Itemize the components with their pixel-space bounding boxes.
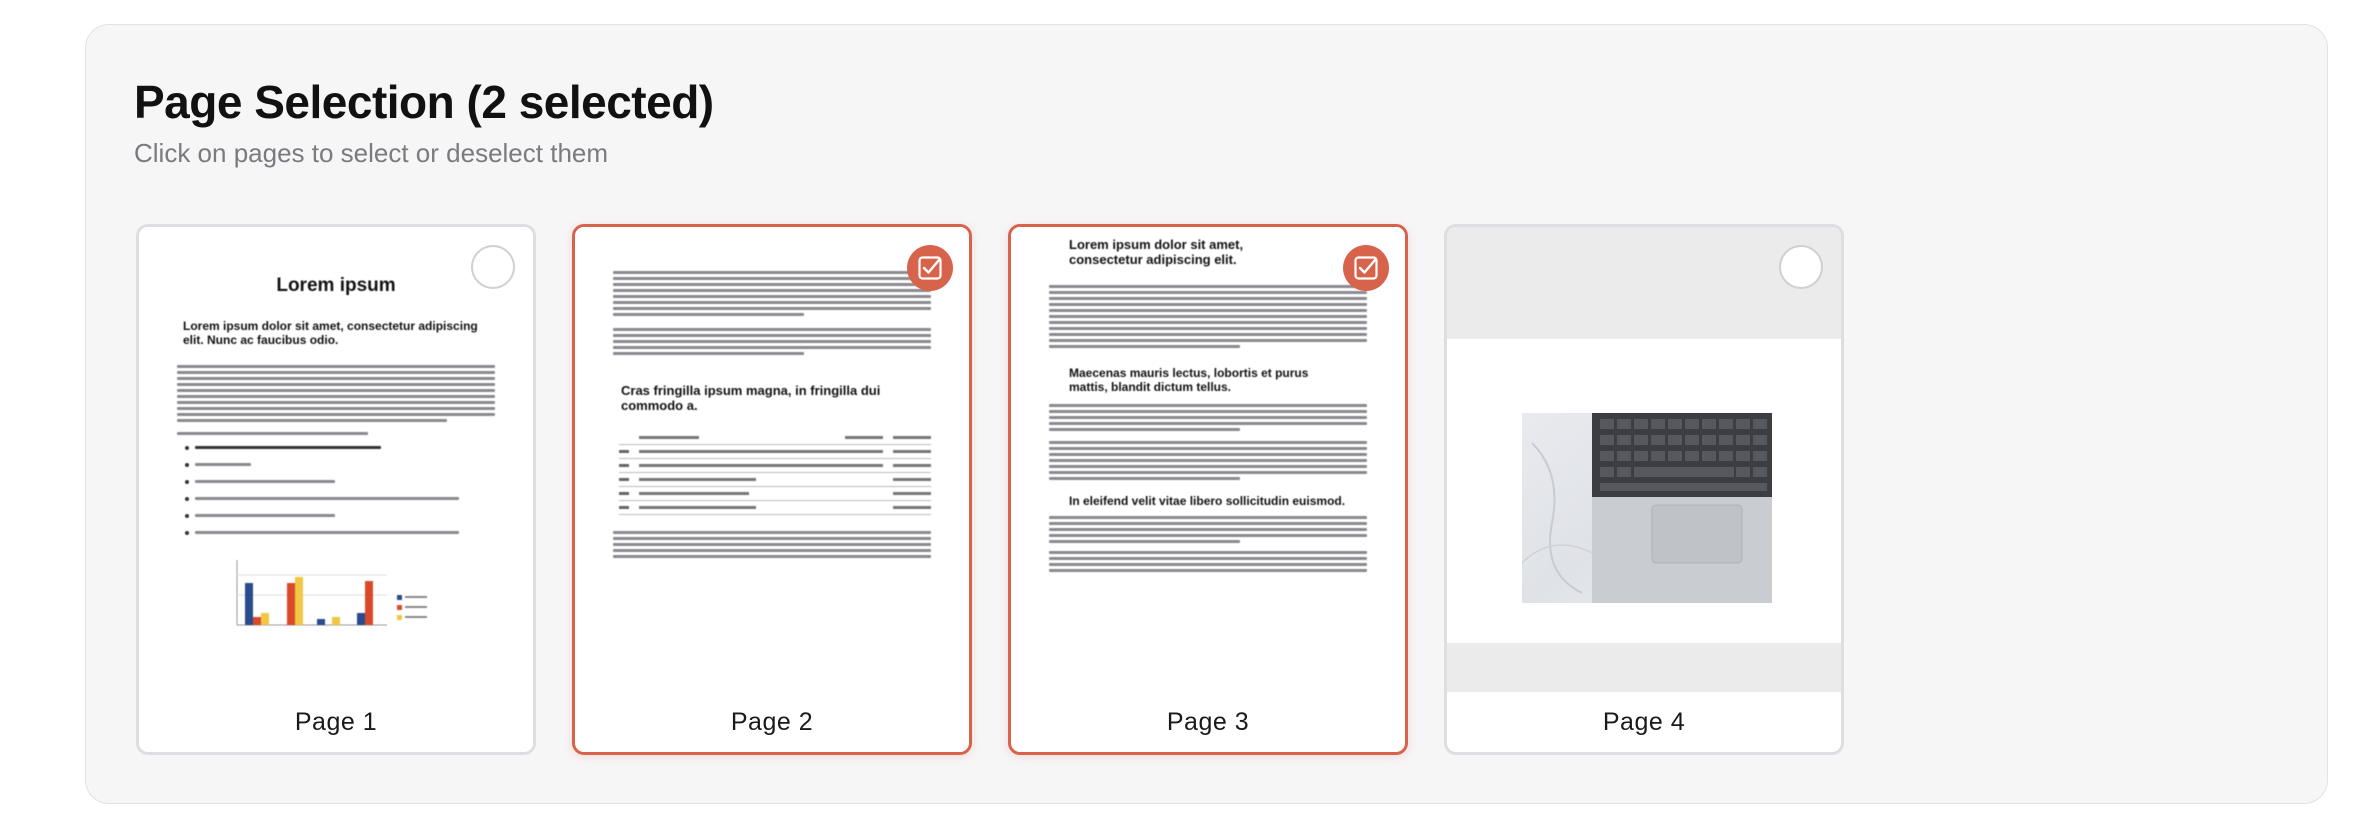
- select-circle-icon[interactable]: [471, 245, 515, 289]
- page-label: Page 4: [1602, 708, 1686, 736]
- preview-heading: Lorem ipsum: [276, 275, 396, 296]
- page-selection-panel: [85, 24, 2328, 804]
- page-card-1[interactable]: [136, 224, 536, 755]
- page-card-4[interactable]: [1444, 224, 1844, 755]
- page-subtitle: Click on pages to select or deselect them: [134, 138, 609, 168]
- page-label: Page 3: [1166, 708, 1250, 736]
- preview-heading: Lorem ipsum dolor sit amet, consectetur adipiscing elit.: [1069, 237, 1244, 267]
- preview-subheading: Lorem ipsum dolor sit amet, consectetur adipiscing elit. Nunc ac faucibus odio.: [183, 319, 478, 347]
- page-label: Page 2: [730, 708, 814, 736]
- preview-heading: Cras fringilla ipsum magna, in fringilla dui commodo a.: [621, 383, 881, 413]
- laptop-photo-image: [1522, 413, 1772, 603]
- preview-subheading-2: In eleifend velit vitae libero sollicitudin euismod.: [1069, 494, 1346, 508]
- page-label: Page 1: [294, 708, 378, 736]
- page-thumbnail: [575, 227, 969, 692]
- page-thumbnail: [1447, 227, 1841, 692]
- checkbox-check-icon[interactable]: [1343, 245, 1389, 291]
- preview-subheading: Maecenas mauris lectus, lobortis et purus mattis, blandit dictum tellus.: [1069, 366, 1309, 394]
- checkbox-check-icon[interactable]: [907, 245, 953, 291]
- page-card-3[interactable]: [1008, 224, 1408, 755]
- page-thumbnail: [1011, 227, 1405, 692]
- select-circle-icon[interactable]: [1779, 245, 1823, 289]
- page-title: Page Selection (2 selected): [134, 76, 714, 128]
- preview-chart-graphic: [217, 555, 437, 635]
- page-thumbnail: [139, 227, 533, 692]
- page-card-2[interactable]: [572, 224, 972, 755]
